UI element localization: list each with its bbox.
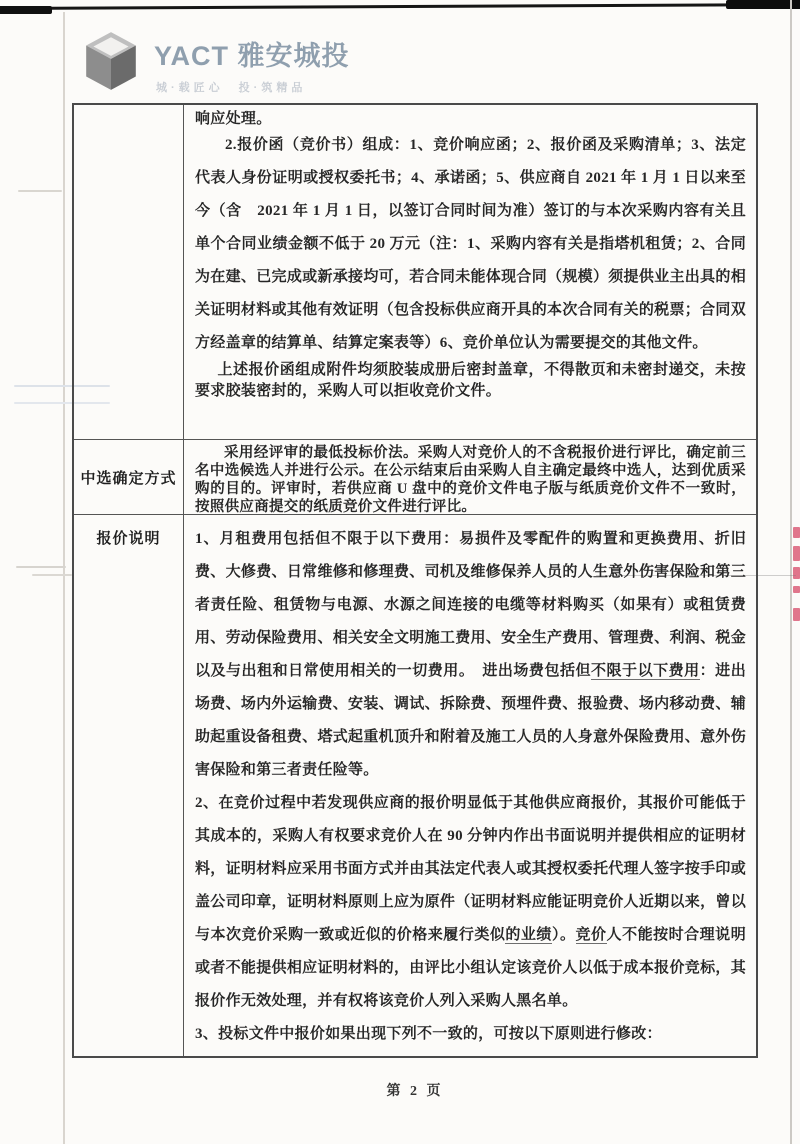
- text-segment: 2、在竞价过程中若发现供应商的报价明显低于其他供应商报价，其报价可能低于其成本的，采购人有权要求竞价人在 90 分钟内作出书面说明并提供相应的证明材料，证明材料应采用书面方式并由其法定代表人或其授权委托代理人签字按手印或盖公司印章，证明材料原则上应为原件（证明材料应能证明竞价人近期以来，曾以与本次竞价采购一致或近似的价格来履行类似: [195, 795, 746, 943]
- row3-content-cell: [184, 515, 756, 1056]
- pencil-dash-artifact: [16, 566, 66, 568]
- scan-top-right-corner: [726, 0, 800, 9]
- logo-text-block: [154, 30, 350, 95]
- page-footer: [72, 1080, 758, 1100]
- scan-top-edge-line: [0, 3, 800, 10]
- page-number: 第 2 页: [386, 1084, 444, 1099]
- document-table: [72, 103, 758, 1058]
- underlined-text-segment: 的业绩: [505, 927, 552, 943]
- underlined-text-segment: 不限于以下费用: [591, 663, 700, 679]
- paragraph: 3、投标文件中报价如果出现下列不一致的，可按以下原则进行修改：: [195, 1026, 662, 1042]
- red-ink-mark: [793, 567, 800, 579]
- table-row: [74, 514, 756, 1056]
- red-ink-mark: [793, 586, 800, 593]
- red-ink-mark: [793, 527, 800, 538]
- scan-left-edge-line: [63, 12, 65, 1144]
- text-segment: 人不能按时合理说明或者不能提供相应证明材料的，由评比小组认定该竞价人以低于成本报价竞标，其报价作无效处理，并有权将该竞价人列入采购人黑名单。: [195, 927, 746, 1009]
- table-row: [74, 105, 756, 439]
- row-label: 报价说明: [96, 531, 161, 547]
- paragraph: [195, 787, 746, 1018]
- cube-icon: [84, 30, 138, 92]
- paragraph: 采用经评审的最低投标价法。采购人对竞价人的不含税报价进行评比，确定前三名中选候选人并进行公示。在公示结束后由采购人自主确定最终中选人，达到优质采购的目的。评审时，若供应商 U 盘中的竞价文件电子版与纸质竞价文件不一致时，按照供应商提交的纸质竞价文件进行评比。: [195, 445, 746, 514]
- paragraph: 响应处理。: [195, 111, 272, 127]
- paragraph: 2.报价函（竞价书）组成：1、竞价响应函；2、报价函及采购清单；3、法定代表人身份证明或授权委托书；4、承诺函；5、供应商自 2021 年 1 月 1 日以来至今（含 2021 年 1 月 1 日，以签订合同时间为准）签订的与本次采购内容有关且单个合同业绩金额不低于 20 万元（注：1、采购内容有关是指塔机租赁；2、合同为在建、已完成或新承接均可，若合同未能体现合同（规模）须提供业主出具的相关证明材料或其他有效证明（包含投标供应商开具的本次合同有关的税票；合同双方经盖章的结算单、结算定案表等）6、竞价单位认为需要提交的其他文件。: [195, 137, 746, 351]
- row-label: 中选确定方式: [80, 470, 177, 487]
- scan-right-edge-line: [790, 0, 792, 1144]
- paragraph: 上述报价函组成附件均须胶装成册后密封盖章，不得散页和未密封递交，未按要求胶装密封的，采购人可以拒收竞价文件。: [195, 362, 746, 399]
- pencil-dash-artifact: [32, 574, 72, 576]
- row1-label-cell: [74, 105, 184, 439]
- scan-top-left-corner: [0, 6, 52, 14]
- row2-label-cell: [74, 440, 184, 514]
- row2-content-cell: [184, 440, 756, 514]
- pencil-dash-artifact: [18, 190, 62, 192]
- underlined-text-segment: 竞价: [575, 927, 607, 943]
- red-ink-mark: [793, 608, 800, 621]
- row1-content-cell: [184, 105, 756, 439]
- logo-tagline: 城·载匠心 投·筑精品: [156, 82, 307, 94]
- table-row: [74, 439, 756, 514]
- row3-label-cell: [74, 515, 184, 1056]
- company-logo: [84, 30, 350, 95]
- logo-title: YACT 雅安城投: [154, 41, 350, 71]
- text-segment: 1、月租费用包括但不限于以下费用：易损件及零配件的购置和更换费用、折旧费、大修费、日常维修和修理费、司机及维修保养人员的人生意外伤害保险和第三者责任险、租赁物与电源、水源之间连接的电缆等材料购买（如果有）或租赁费用、劳动保险费用、相关安全文明施工费用、安全生产费用、管理费、利润、税金以及与出租和日常使用相关的一切费用。 进出场费包括但: [195, 531, 746, 679]
- paragraph: [195, 523, 746, 787]
- text-segment: ）。: [551, 927, 576, 943]
- red-ink-mark: [793, 546, 800, 561]
- text-segment: ：进出场费、场内外运输费、安装、调试、拆除费、预埋件费、报验费、场内移动费、辅助起重设备租费、塔式起重机顶升和附着及施工人员的人身意外保险费用、意外伤害保险和第三者责任险等。: [195, 663, 746, 778]
